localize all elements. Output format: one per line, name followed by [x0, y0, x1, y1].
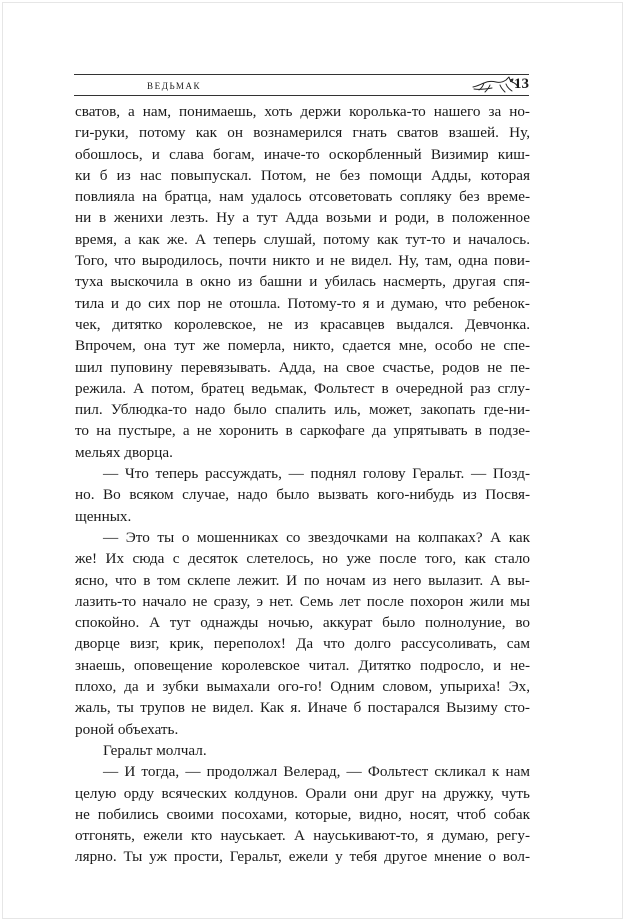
text-line: пил. Ублюдка-то надо было спалить иль, может, закопать где-ни- — [75, 401, 530, 419]
text-line: — И тогда, — продолжал Велерад, — Фольтест скликал к нам — [103, 763, 530, 781]
running-head-title: ведьмак — [147, 77, 202, 92]
text-line: дворце визг, крик, переполох! Да что долго рассусоливать, сам — [75, 635, 530, 653]
text-line: жаль, ты трупов не видел. Как я. Иначе б постарался Вызиму сто- — [75, 699, 530, 717]
text-line: Впрочем, она тут же померла, никто, сдается мне, особо не спе- — [75, 337, 530, 355]
text-line: то на пустыре, а не хоронить в саркофаге да упрятывать в подзе- — [75, 422, 530, 440]
text-line: лазить-то начало не сразу, э нет. Семь лет после похорон жили мы — [75, 592, 530, 610]
text-line: тила и до сих пор не отошла. Потому-то я и думаю, что ребенок- — [75, 294, 530, 312]
header-rule-bottom — [74, 95, 529, 96]
text-line: же! Их сюда с десяток слетелось, но уже после того, как стало — [75, 550, 530, 568]
text-line: — Что теперь рассуждать, — поднял голову Геральт. — Позд- — [103, 465, 530, 483]
text-line: ки б из нас повыпускал. Потом, не без помощи Адды, которая — [75, 166, 530, 184]
text-line: не побились своими посохами, которые, видно, носят, чтоб собак — [75, 805, 530, 823]
text-line: мельях дворца. — [75, 443, 173, 461]
text-line: режила. А потом, братец ведьмак, Фольтест в очередной раз сглу- — [75, 379, 530, 397]
text-line: туха выскочила в окно из башни и убилась насмерть, другая спя- — [75, 273, 530, 291]
header-rule-top — [74, 74, 529, 75]
body-text — [75, 101, 530, 868]
text-line: Геральт молчал. — [103, 741, 207, 759]
text-line: лярно. Ты уж прости, Геральт, ежели у тебя другое мнение о вол- — [75, 848, 530, 866]
page-number: 13 — [514, 76, 529, 92]
text-line: роной объехать. — [75, 720, 179, 738]
text-line: время, а как же. А теперь слушай, потому как тут-то и началось. — [75, 230, 530, 248]
running-head — [74, 74, 529, 96]
text-line: спокойно. А тут однажды ночью, аккурат было полнолуние, во — [75, 614, 530, 632]
text-line: щенных. — [75, 507, 132, 525]
text-line: Того, что выродилось, почти никто и не видел. Ну, там, одна пови- — [75, 252, 530, 270]
text-line: знаешь, оповещение королевское читал. Дитятко подросло, и не- — [75, 656, 530, 674]
text-line: ясно, что в том склепе лежит. И по ночам из него вылазит. А вы- — [75, 571, 530, 589]
text-line: обошлось, и слава богам, иначе-то оскорбленный Визимир киш- — [75, 145, 530, 163]
text-line: шил пуповину перевязывать. Адда, на свое счастье, родов не пе- — [75, 358, 530, 376]
text-line: чек, дитятко королевское, не из красавцев выдался. Девчонка. — [75, 315, 530, 333]
text-line: но. Во всяком случае, надо было вызвать кого-нибудь из Посвя- — [75, 486, 530, 504]
text-line: ни в женихи лезть. Ну а тут Адда возьми и роди, в положенное — [75, 209, 530, 227]
text-line: целую орду всяческих колдунов. Орали они друг на дружку, чуть — [75, 784, 530, 802]
text-line: — Это ты о мошенниках со звездочками на колпаках? А как — [103, 528, 530, 546]
wolf-ornament-icon — [472, 75, 520, 95]
text-line: отгонять, ежели кто науськает. А науськивают-то, я думаю, регу- — [75, 827, 530, 845]
text-line: повлияла на братца, нам удалось отсоветовать сопляку без време- — [75, 188, 530, 206]
text-line: сватов, а нам, понимаешь, хоть держи королька-то нашего за но- — [75, 103, 530, 120]
text-line: ги-руки, потому как он вознамерился гнать сватов взашей. Ну, — [75, 124, 530, 142]
text-line: плохо, да и зубки вымахали ого-го! Одним словом, упыриха! Эх, — [75, 678, 530, 696]
